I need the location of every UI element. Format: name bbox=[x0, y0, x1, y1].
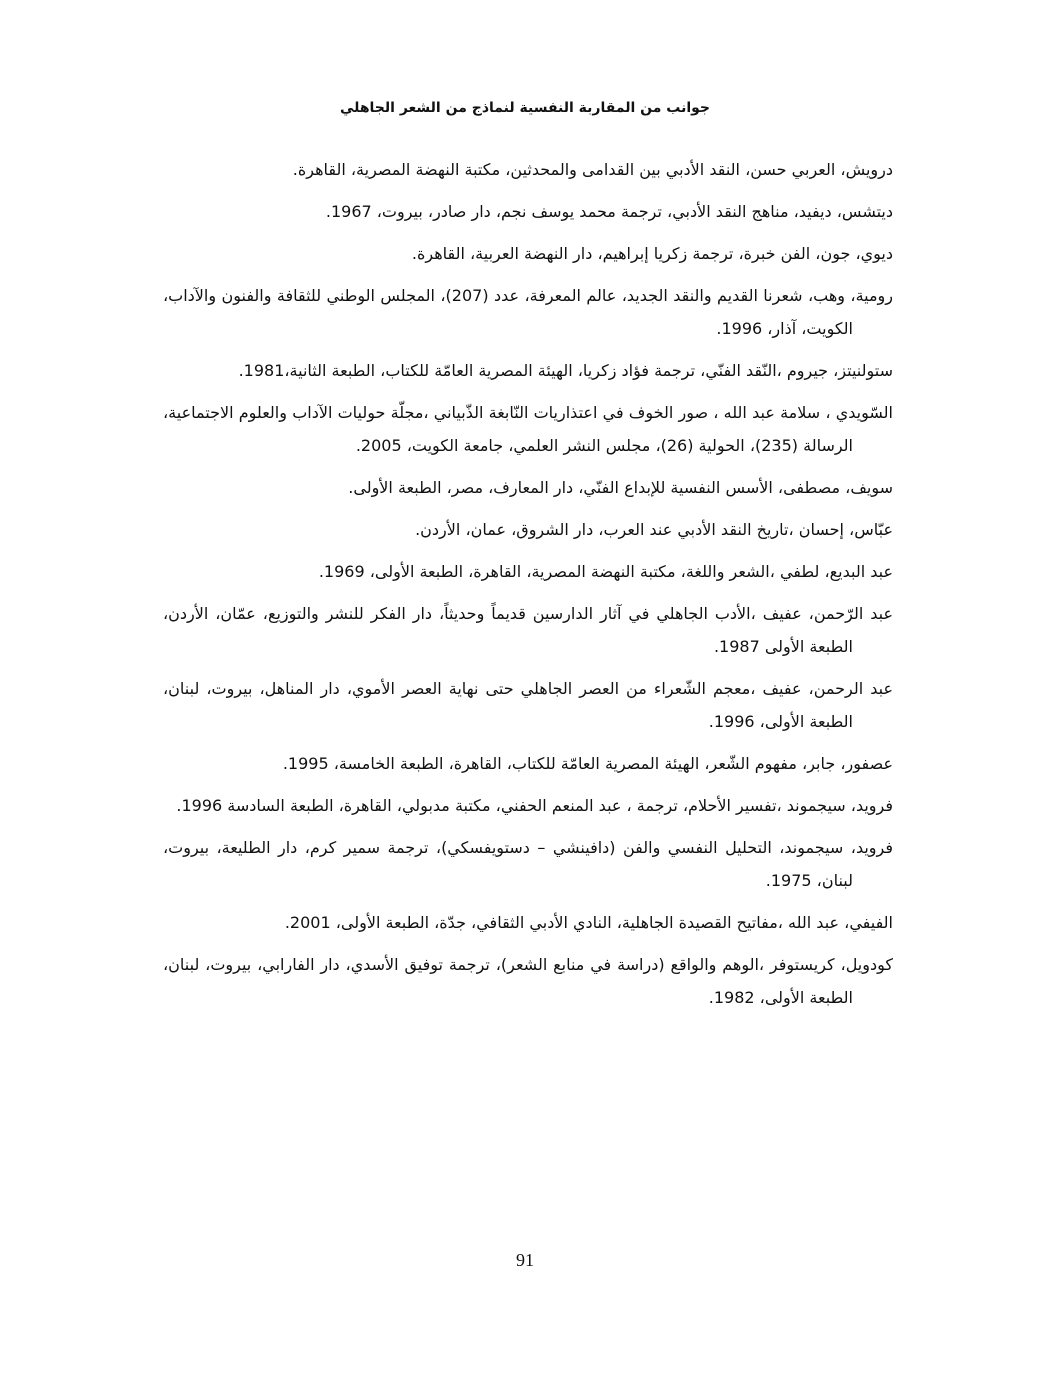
reference-item: الفيفي، عبد الله ،مفاتيح القصيدة الجاهلية، النادي الأدبي الثقافي، جدّة، الطبعة الأولى، 2001. bbox=[284, 913, 893, 932]
reference-item: درويش، العربي حسن، النقد الأدبي بين القدامى والمحدثين، مكتبة النهضة المصرية، القاهرة. bbox=[292, 160, 893, 179]
reference-item: ديوي، جون، الفن خبرة، ترجمة زكريا إبراهيم، دار النهضة العربية، القاهرة. bbox=[411, 244, 893, 263]
page-number: 91 bbox=[516, 1250, 534, 1270]
reference-item: عصفور، جابر، مفهوم الشّعر، الهيئة المصرية العامّة للكتاب، القاهرة، الطبعة الخامسة، 1995. bbox=[282, 754, 893, 773]
reference-item: فرويد، سيجموند، التحليل النفسي والفن (دافينشي – دستويفسكي)، ترجمة سمير كرم، دار الطليعة، بيروت، لبنان، 1975. bbox=[163, 838, 893, 890]
reference-item: عبد الرحمن، عفيف ،معجم الشّعراء من العصر الجاهلي حتى نهاية العصر الأموي، دار المناهل، بيروت، لبنان، الطبعة الأولى، 1996. bbox=[163, 679, 893, 731]
reference-item: عبد البديع، لطفي ،الشعر واللغة، مكتبة النهضة المصرية، القاهرة، الطبعة الأولى، 1969. bbox=[318, 562, 893, 581]
reference-item: كودويل، كريستوفر ،الوهم والواقع (دراسة في منابع الشعر)، ترجمة توفيق الأسدي، دار الفارابي، بيروت، لبنان، الطبعة الأولى، 1982. bbox=[163, 955, 893, 1007]
page-header: جوانب من المقاربة النفسية لنماذج من الشعر الجاهلي bbox=[339, 100, 711, 116]
reference-item: سويف، مصطفى، الأسس النفسية للإبداع الفنّي، دار المعارف، مصر، الطبعة الأولى. bbox=[348, 478, 893, 497]
reference-item: ستولنيتز، جيروم ،النّقد الفنّي، ترجمة فؤاد زكريا، الهيئة المصرية العامّة للكتاب، الطبعة الثانية،1981. bbox=[238, 361, 893, 380]
reference-item: عبد الرّحمن، عفيف ،الأدب الجاهلي في آثار الدارسين قديماً وحديثاً، دار الفكر للنشر والتوزيع، عمّان، الأردن، الطبعة الأولى 1987. bbox=[163, 604, 893, 656]
reference-item: فرويد، سيجموند ،تفسير الأحلام، ترجمة ، عبد المنعم الحفني، مكتبة مدبولي، القاهرة، الطبعة السادسة 1996. bbox=[176, 796, 893, 815]
reference-item: السّويدي ، سلامة عبد الله ، صور الخوف في اعتذاريات النّابغة الذّبياني ،مجلّة حوليات الآداب والعلوم الاجتماعية، الرسالة (235)، الحولية (26)، مجلس النشر العلمي، جامعة الكويت، 2005. bbox=[163, 403, 893, 455]
reference-item: عبّاس، إحسان ،تاريخ النقد الأدبي عند العرب، دار الشروق، عمان، الأردن. bbox=[415, 520, 893, 539]
reference-item: ديتشس، ديفيد، مناهج النقد الأدبي، ترجمة محمد يوسف نجم، دار صادر، بيروت، 1967. bbox=[325, 202, 893, 221]
references-list bbox=[163, 153, 893, 1023]
reference-item: رومية، وهب، شعرنا القديم والنقد الجديد، عالم المعرفة، عدد (207)، المجلس الوطني للثقافة والفنون والآداب، الكويت، آذار، 1996. bbox=[163, 286, 894, 338]
